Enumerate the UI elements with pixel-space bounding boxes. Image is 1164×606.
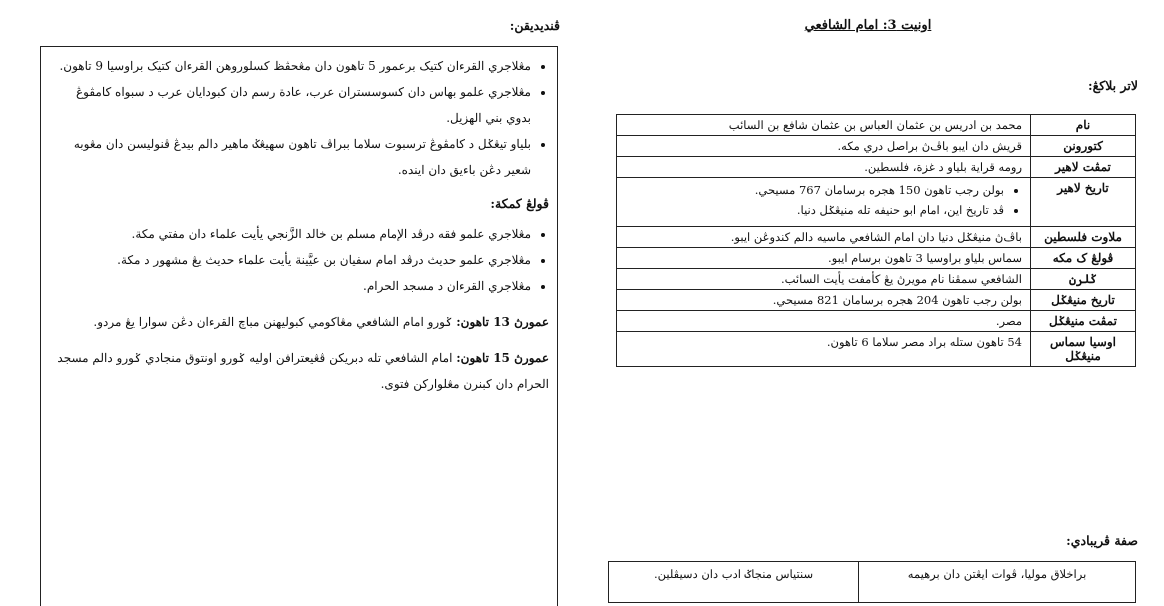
age-13-paragraph xyxy=(49,309,549,335)
row-label: كتورونن xyxy=(1031,136,1136,157)
row-label: تمڤت منيڠݢل xyxy=(1031,311,1136,332)
age-15-paragraph xyxy=(49,345,549,397)
row-label: ݢلرن xyxy=(1031,269,1136,290)
row-value: بولن رجب تاهون 204 هجره برسامان 821 مسيحي. xyxy=(617,290,1031,311)
row-value: سماس بلياو براوسيا 3 تاهون برسام ايبو. xyxy=(617,248,1031,269)
row-value: 54 تاهون ستله براد مصر سلاما 6 تاهون. xyxy=(617,332,1031,367)
mecca-study-list xyxy=(41,221,557,299)
row-label: تمڤت لاهير xyxy=(1031,157,1136,178)
left-column xyxy=(40,0,560,595)
table-row xyxy=(617,311,1136,332)
table-row xyxy=(617,178,1136,227)
row-label: نام xyxy=(1031,115,1136,136)
education-heading: ڤنديديقن: xyxy=(509,18,560,33)
table-row xyxy=(617,157,1136,178)
table-row xyxy=(617,332,1136,367)
traits-heading: صفة ڤريبادي: xyxy=(1066,533,1138,548)
row-label: ڤولڠ ک مكه xyxy=(1031,248,1136,269)
list-item: • بولن رجب تاهون 150 هجره برسامان 767 مسيحي. xyxy=(625,183,1004,197)
row-label: تاريخ لاهير xyxy=(1031,178,1136,227)
list-item: • بلياو تيڠݢل د كامڤوڠ ترسبوت سلاما ببراڤ تاهون سهيڠݢ ماهير دالم بيدڠ ڤنوليسن دان مڠوبه شعير دڠن باءيق دان اينده. xyxy=(51,131,531,183)
table-row xyxy=(617,136,1136,157)
right-column xyxy=(598,0,1138,595)
table-row xyxy=(617,290,1136,311)
age-15-label: عمورڽ 15 تاهون: xyxy=(456,351,549,365)
list-item: • مڠلاجري القرءان كتيک برعمور 5 تاهون دان مڠحڤظ كسلوروهن القرءان كتيک براوسيا 9 تاهون. xyxy=(51,53,531,79)
trait-cell: براخلاق موليا، ڤوات ايڠتن دان برهيمه xyxy=(859,562,1136,603)
table-row xyxy=(617,269,1136,290)
list-item: • مڠلاجري القرءان د مسجد الحرام. xyxy=(51,273,531,299)
row-label: تاريخ منيڠݢل xyxy=(1031,290,1136,311)
table-row xyxy=(609,562,1136,603)
row-label: اوسيا سماس منيڠݢل xyxy=(1031,332,1136,367)
return-to-mecca-heading: ڤولڠ كمكة: xyxy=(490,196,549,211)
background-heading: لاتر بلاكڠ: xyxy=(1087,78,1138,93)
list-item: • مڠلاجري علمو فقه درڤد الإمام مسلم بن خالد الزَّنجي يأيت علماء دان مفتي مكة. xyxy=(51,221,531,247)
row-label: ملاوت فلسطين xyxy=(1031,227,1136,248)
row-value: باڤ‌ڽ منيڠݢل دنيا دان امام الشافعي ماسيه دالم كندوڠن ايبو. xyxy=(617,227,1031,248)
row-value: مصر. xyxy=(617,311,1031,332)
education-box xyxy=(40,46,558,606)
row-value: الشافعي سمڤنا نام موير‌ڽ يڠ كأمفت يأيت السائب. xyxy=(617,269,1031,290)
row-value: رومه قراية بلياو د غزة، فلسطين. xyxy=(617,157,1031,178)
education-list xyxy=(41,53,557,183)
age-13-text: ݢورو امام الشافعي مڠاكومي كبوليهنن مباچ القرءان دڠن سوارا يڠ مردو. xyxy=(93,315,453,329)
biography-table xyxy=(616,114,1136,367)
row-value: محمد بن ادريس بن عثمان العباس بن عثمان شافع بن السائب xyxy=(617,115,1031,136)
table-row xyxy=(617,248,1136,269)
trait-cell: سنتياس منجاݢ ادب دان دسيڤلين. xyxy=(609,562,859,603)
age-13-label: عمورڽ 13 تاهون: xyxy=(456,315,549,329)
table-row xyxy=(617,115,1136,136)
row-value xyxy=(617,178,1031,227)
traits-table xyxy=(608,561,1136,603)
age-15-text: امام الشافعي تله دبريكن ڤڠيعترافن اوليه ݢورو اونتوق منجادي ݢورو دالم مسجد الحرام دان كبنرن مڠلواركن فتوى. xyxy=(57,351,549,391)
list-item: • ڤد تاريخ اين، امام ابو حنيفه تله منيڠݢل دنيا. xyxy=(625,203,1004,217)
row-value: قريش دان ايبو باڤ‌ڽ براصل دري مكه. xyxy=(617,136,1031,157)
list-item: • مڠلاجري علمو بهاس دان كسوسستران عرب، عادة رسم دان كبودايا‌ن عرب د سبواه كامڤوڠ بدوي بني الهزيل. xyxy=(51,79,531,131)
list-item: • مڠلاجري علمو حديث درڤد امام سفيان بن عيَّينة يأيت علماء حديث يڠ مشهور د مكة. xyxy=(51,247,531,273)
table-row xyxy=(617,227,1136,248)
unit-title: اونيت 3: امام الشافعي xyxy=(804,18,932,33)
